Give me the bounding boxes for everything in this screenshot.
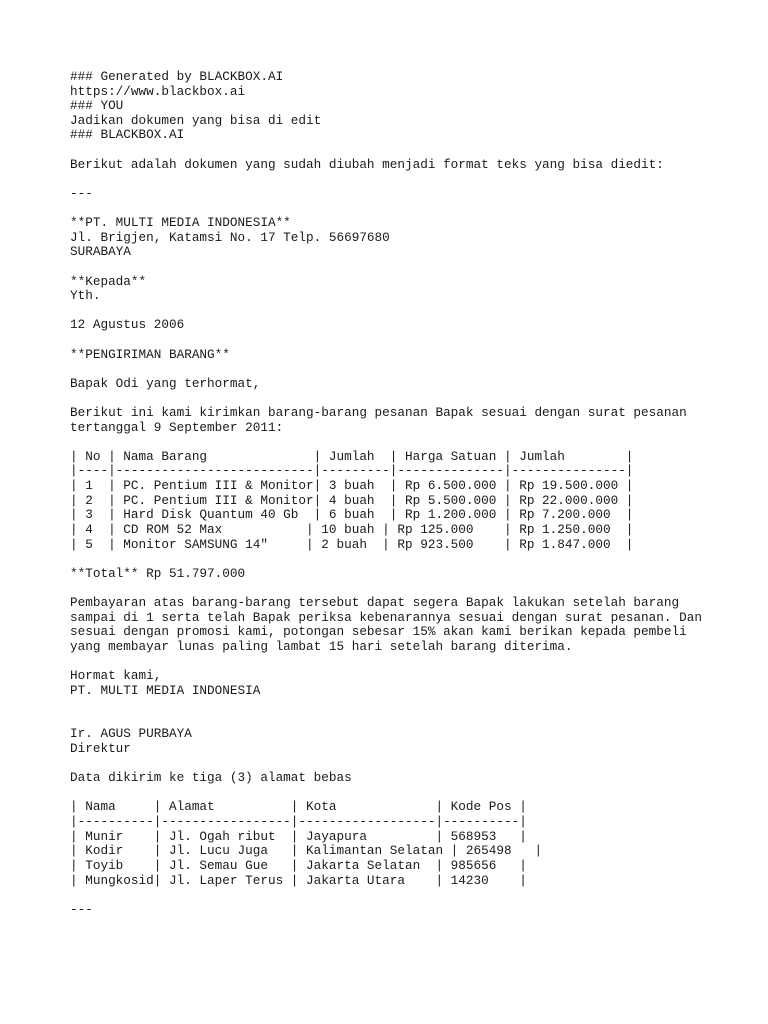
text-line: | 4 | CD ROM 52 Max | 10 buah | Rp 125.000 | Rp 1.250.000 |	[70, 521, 634, 537]
text-line: sampai di 1 serta telah Bapak periksa kebenarannya sesuai dengan surat pesanan. Dan	[70, 609, 702, 625]
text-line: Berikut ini kami kirimkan barang-barang pesanan Bapak sesuai dengan surat pesanan	[70, 405, 687, 421]
text-line: Hormat kami,	[70, 667, 162, 683]
text-line: sesuai dengan promosi kami, potongan sebesar 15% akan kami berikan kepada pembeli	[70, 624, 687, 640]
text-line: | 5 | Monitor SAMSUNG 14" | 2 buah | Rp 923.500 | Rp 1.847.000 |	[70, 536, 634, 552]
text-line	[70, 391, 750, 406]
text-line	[70, 201, 750, 216]
text-line	[70, 143, 750, 158]
text-line	[70, 172, 750, 187]
text-line: | 1 | PC. Pentium III & Monitor| 3 buah | Rp 6.500.000 | Rp 19.500.000 |	[70, 478, 634, 494]
text-line	[70, 552, 750, 567]
text-line: ### BLACKBOX.AI	[70, 127, 185, 143]
text-line: Pembayaran atas barang-barang tersebut dapat segera Bapak lakukan setelah barang	[70, 594, 680, 610]
text-line: |----|--------------------------|---------|--------------|---------------|	[70, 463, 634, 479]
text-line: Data dikirim ke tiga (3) alamat bebas	[70, 770, 352, 786]
text-line: Jadikan dokumen yang bisa di edit	[70, 112, 322, 128]
text-line: | Toyib | Jl. Semau Gue | Jakarta Selatan | 985656 |	[70, 857, 527, 873]
text-line: Berikut adalah dokumen yang sudah diubah menjadi format teks yang bisa diedit:	[70, 156, 664, 172]
text-line: Ir. AGUS PURBAYA	[70, 726, 192, 742]
text-line	[70, 698, 750, 713]
text-line	[70, 362, 750, 377]
document-text	[70, 70, 750, 917]
text-line: Bapak Odi yang terhormat,	[70, 375, 261, 391]
text-line	[70, 333, 750, 348]
text-line: | Munir | Jl. Ogah ribut | Jayapura | 568953 |	[70, 828, 527, 844]
text-line: | No | Nama Barang | Jumlah | Harga Satuan | Jumlah |	[70, 448, 634, 464]
text-line: **Kepada**	[70, 273, 147, 289]
text-line	[70, 435, 750, 450]
text-line: PT. MULTI MEDIA INDONESIA	[70, 682, 261, 698]
text-line: **PENGIRIMAN BARANG**	[70, 346, 230, 362]
text-line: |----------|-----------------|------------------|----------|	[70, 814, 527, 830]
text-line	[70, 713, 750, 728]
text-line: ---	[70, 185, 93, 201]
text-line: Jl. Brigjen, Katamsi No. 17 Telp. 56697680	[70, 229, 390, 245]
text-line	[70, 654, 750, 669]
text-line	[70, 304, 750, 319]
text-line: **Total** Rp 51.797.000	[70, 565, 246, 581]
text-line: ---	[70, 901, 93, 917]
text-line: tertanggal 9 September 2011:	[70, 419, 284, 435]
text-line	[70, 260, 750, 275]
text-line: ### Generated by BLACKBOX.AI	[70, 69, 284, 84]
text-line: | Nama | Alamat | Kota | Kode Pos |	[70, 799, 527, 815]
text-line: | 2 | PC. Pentium III & Monitor| 4 buah | Rp 5.500.000 | Rp 22.000.000 |	[70, 492, 634, 508]
text-line	[70, 581, 750, 596]
text-line	[70, 786, 750, 801]
text-line	[70, 888, 750, 903]
text-line: yang membayar lunas paling lambat 15 hari setelah barang diterima.	[70, 638, 573, 654]
text-line: https://www.blackbox.ai	[70, 83, 246, 99]
text-line: 12 Agustus 2006	[70, 317, 185, 333]
text-line	[70, 757, 750, 772]
text-line: | Kodir | Jl. Lucu Juga | Kalimantan Selatan | 265498 |	[70, 843, 543, 859]
text-line: **PT. MULTI MEDIA INDONESIA**	[70, 215, 291, 231]
text-line: Yth.	[70, 288, 101, 304]
text-line: | 3 | Hard Disk Quantum 40 Gb | 6 buah | Rp 1.200.000 | Rp 7.200.000 |	[70, 507, 634, 523]
text-line: | Mungkosid| Jl. Laper Terus | Jakarta Utara | 14230 |	[70, 872, 527, 888]
text-line: SURABAYA	[70, 244, 131, 260]
text-line: Direktur	[70, 741, 131, 757]
text-line: ### YOU	[70, 98, 124, 114]
